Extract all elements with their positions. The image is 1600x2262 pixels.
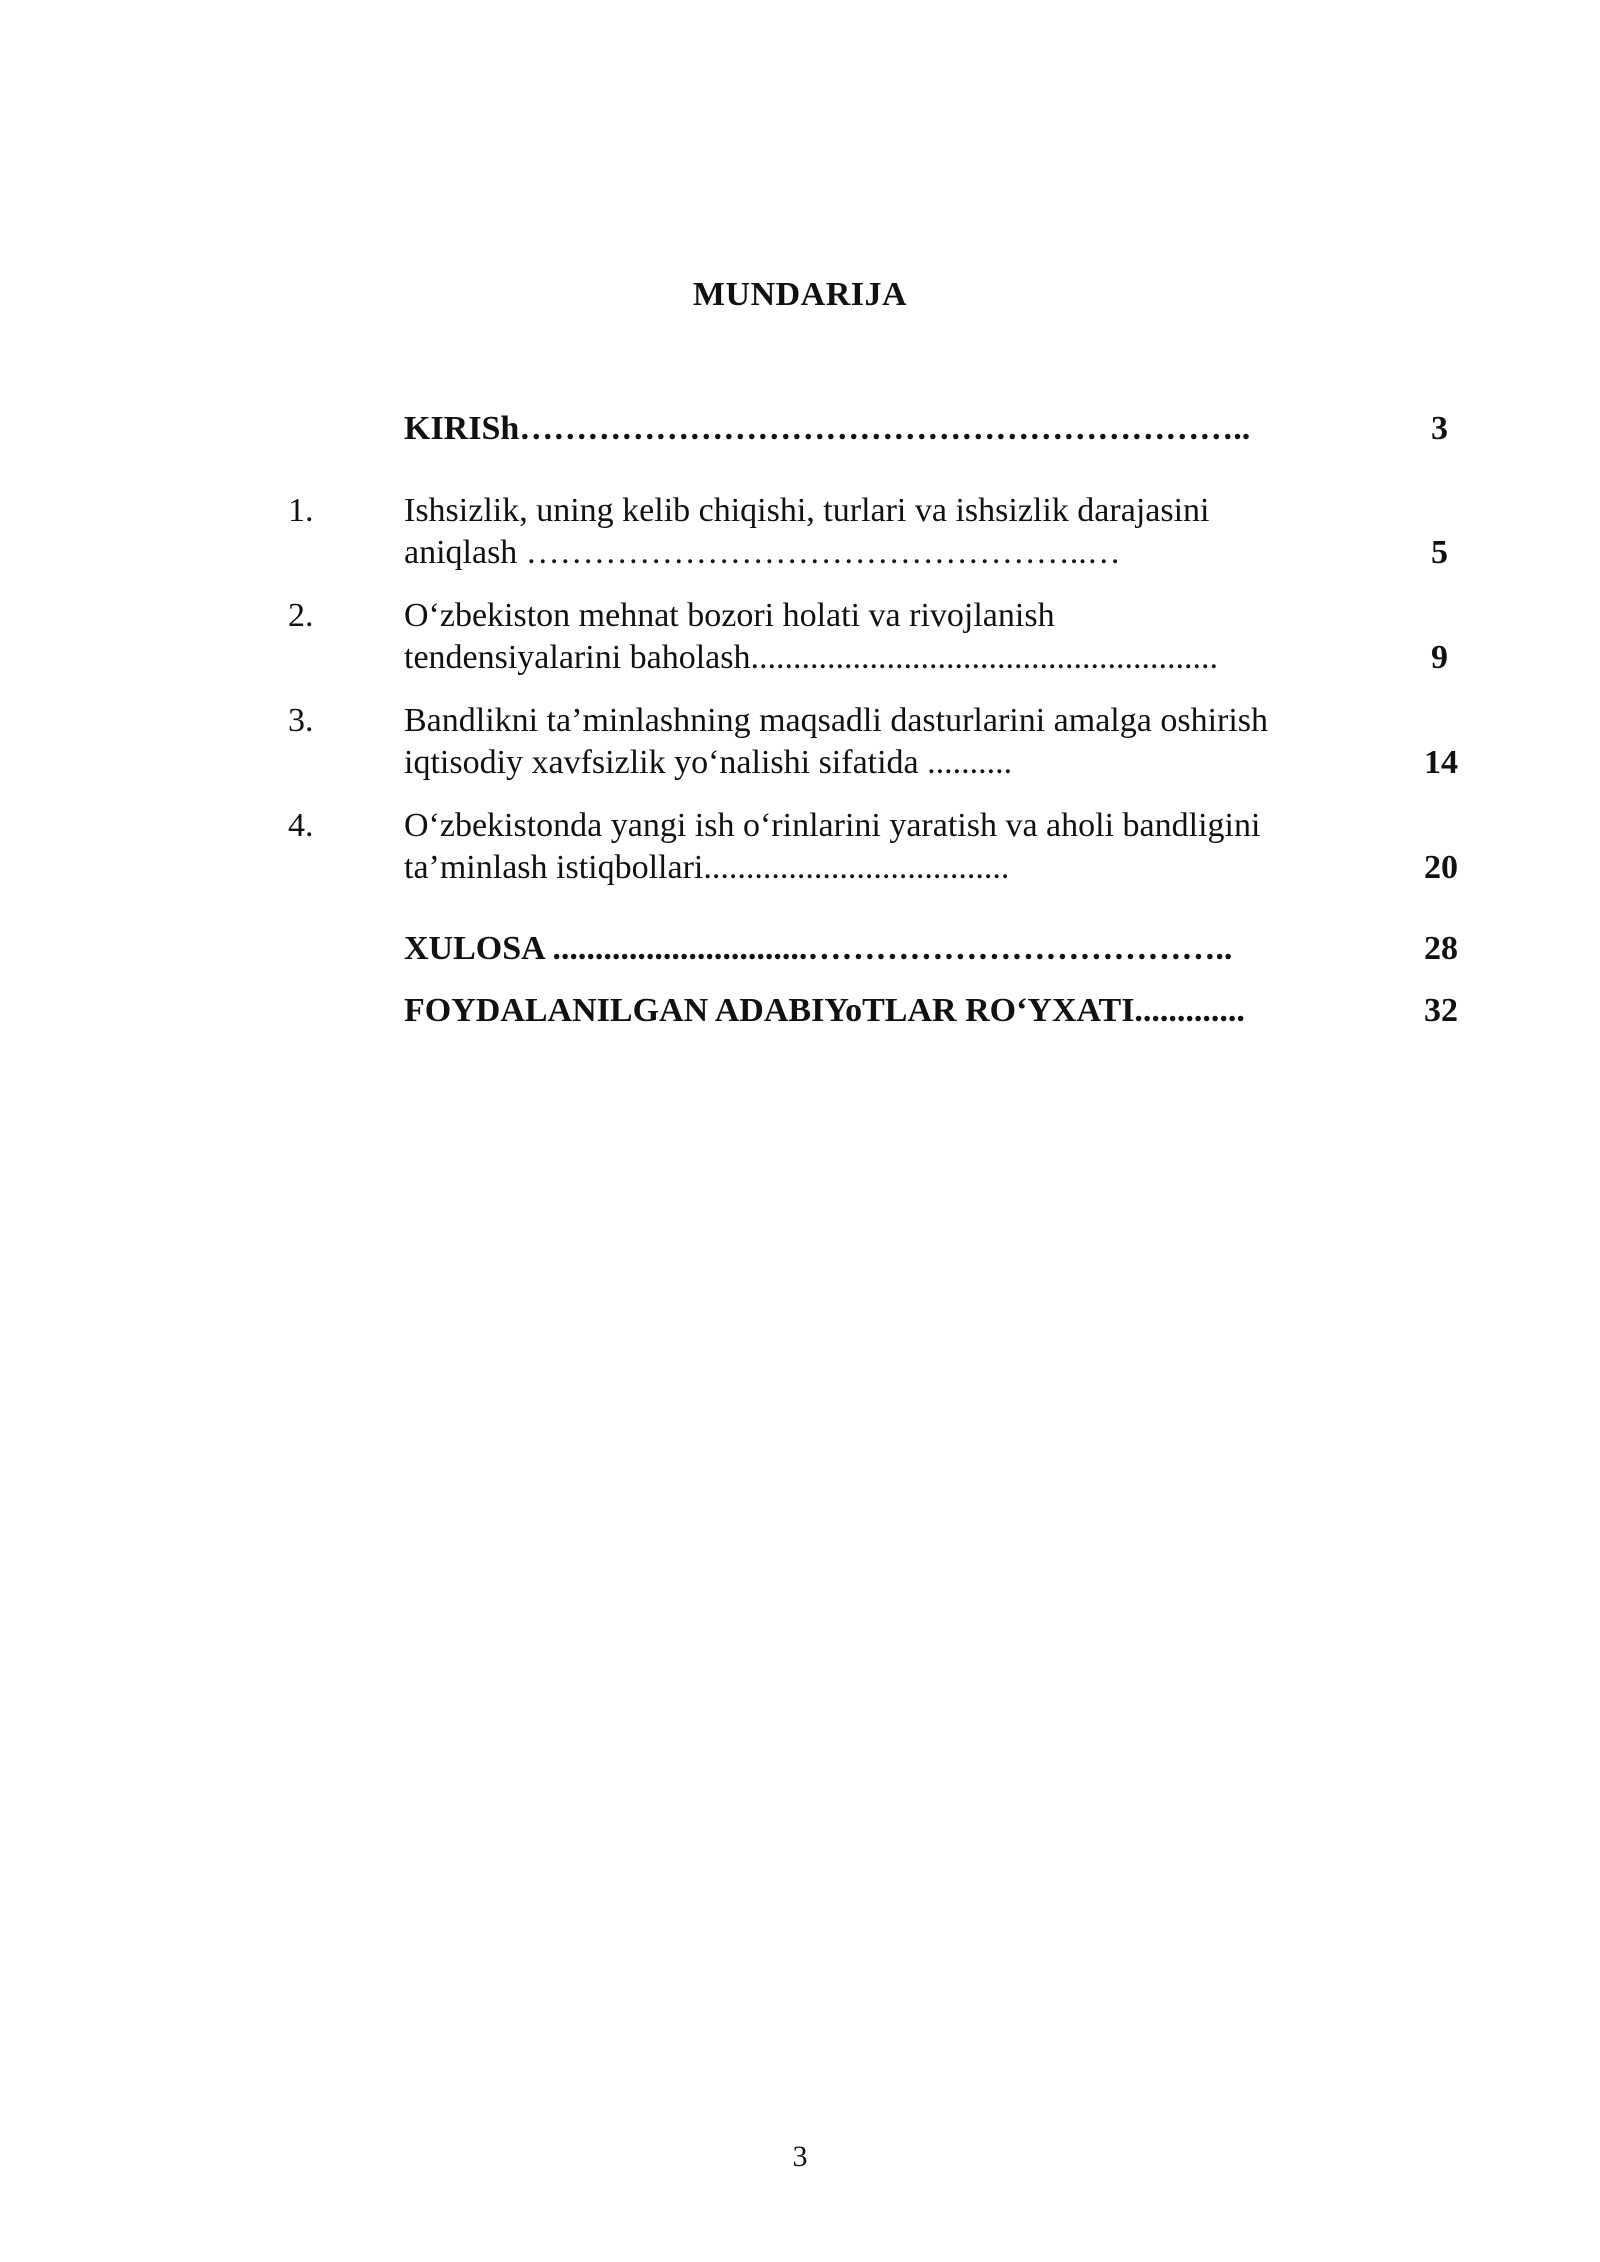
toc-item-1-line2: aniqlash …………………………………………..… <box>404 534 1121 571</box>
toc-item-2-line1: O‘zbekiston mehnat bozori holati va rivojlanish <box>404 597 1055 634</box>
toc-item-2-number: 2. <box>288 597 314 634</box>
page-title: MUNDARIJA <box>692 276 908 313</box>
toc-intro-page: 3 <box>1431 410 1448 447</box>
toc-intro-label: KIRISh……………………………………………………….. <box>404 410 1251 447</box>
toc-item-4-page: 20 <box>1424 849 1458 886</box>
toc-item-1-number: 1. <box>288 492 314 529</box>
toc-conclusion-page: 28 <box>1424 930 1458 967</box>
toc-item-2-line2: tendensiyalarini baholash....................................................... <box>404 639 1219 676</box>
toc-item-1-page: 5 <box>1431 534 1448 571</box>
toc-item-4-line2: ta’minlash istiqbollari.................................... <box>404 849 1010 886</box>
footer-page-number: 3 <box>792 2140 808 2173</box>
toc-item-3-line2: iqtisodiy xavfsizlik yo‘nalishi sifatida .......... <box>404 744 1013 781</box>
toc-references-page: 32 <box>1424 992 1458 1029</box>
toc-item-1-line1: Ishsizlik, uning kelib chiqishi, turlari va ishsizlik darajasini <box>404 492 1210 529</box>
toc-item-2-page: 9 <box>1431 639 1448 676</box>
toc-item-4-line1: O‘zbekistonda yangi ish o‘rinlarini yaratish va aholi bandligini <box>404 807 1261 844</box>
table-of-contents <box>0 0 1600 1100</box>
toc-item-4-number: 4. <box>288 807 314 844</box>
toc-references-label: FOYDALANILGAN ADABIYoTLAR RO‘YXATI............. <box>404 992 1245 1029</box>
toc-item-3-line1: Bandlikni ta’minlashning maqsadli dasturlarini amalga oshirish <box>404 702 1269 739</box>
toc-item-3-number: 3. <box>288 702 314 739</box>
toc-conclusion-label: XULOSA ..............................……………………………….. <box>404 930 1233 967</box>
toc-item-3-page: 14 <box>1424 744 1458 781</box>
